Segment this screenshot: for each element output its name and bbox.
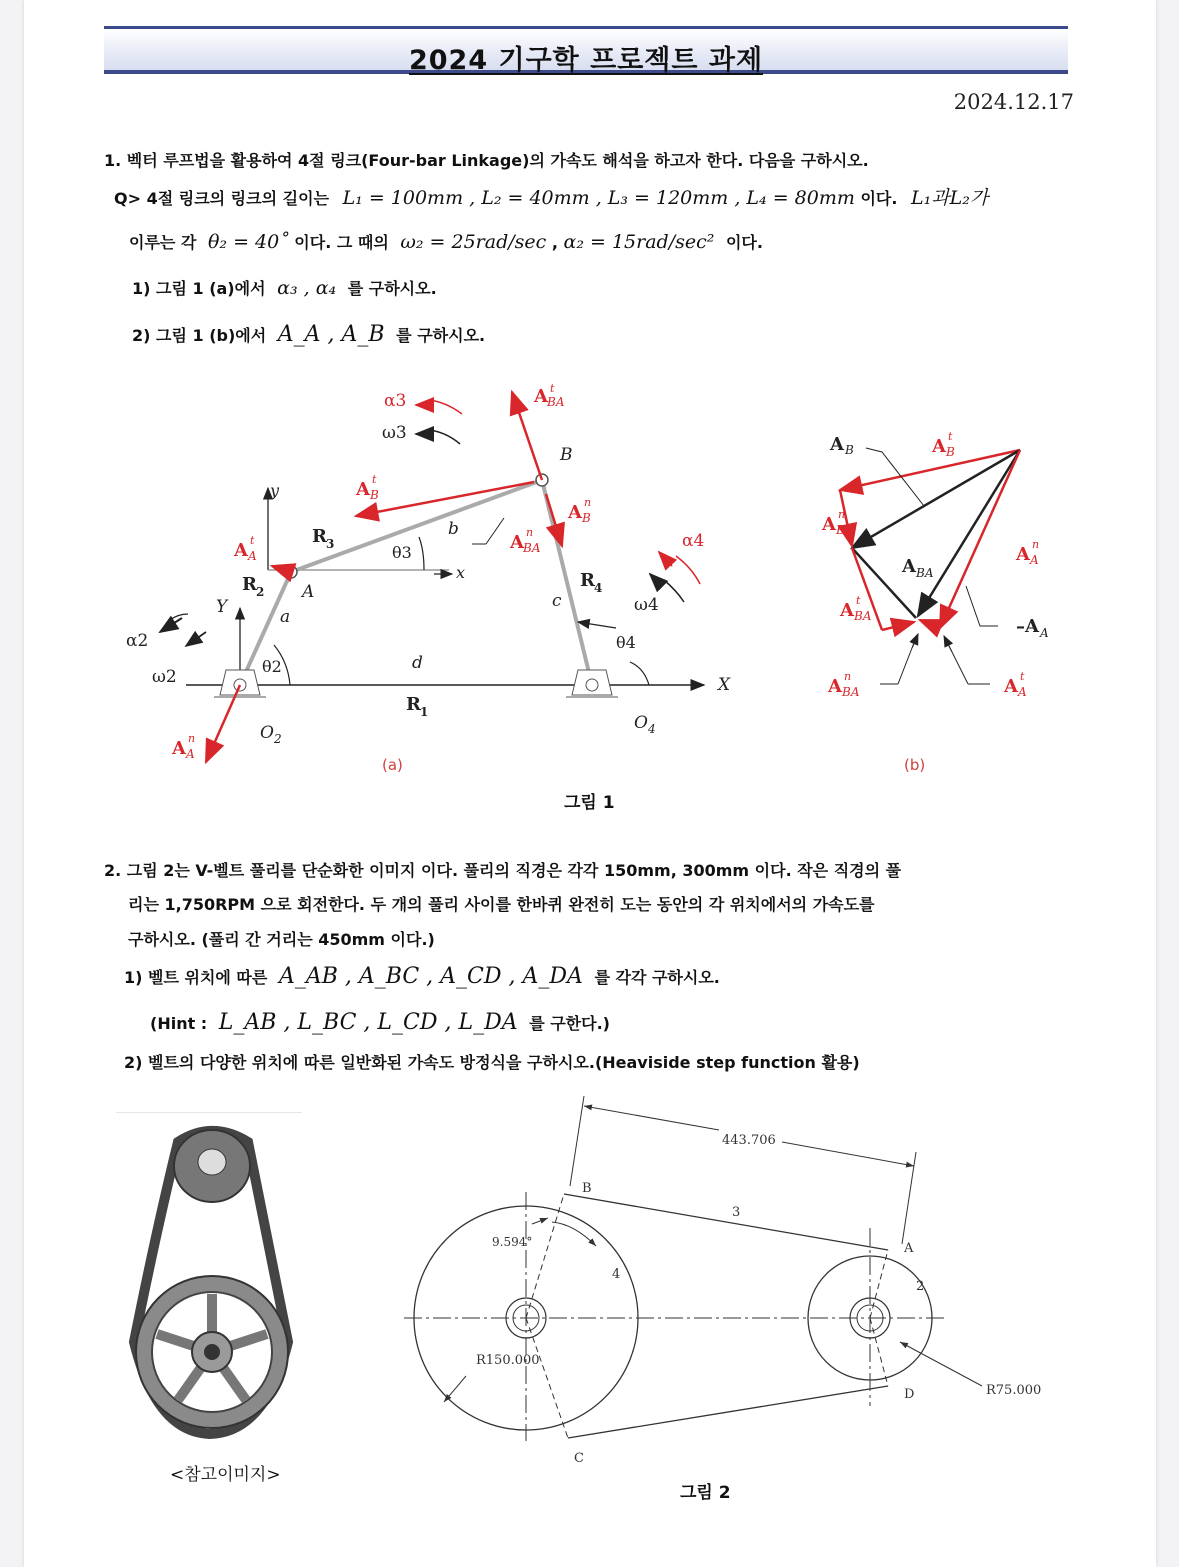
label-b-ABAn: A xyxy=(828,676,842,697)
leader-ABAn xyxy=(898,648,912,684)
svg-text:t: t xyxy=(372,473,377,486)
svg-text:t: t xyxy=(1020,670,1025,683)
label-b: b xyxy=(448,519,459,539)
label-R3: R xyxy=(312,526,327,547)
reference-image-caption: <참고이미지> xyxy=(170,1465,281,1485)
label-b-negAA: –A xyxy=(1016,616,1039,637)
svg-text:2: 2 xyxy=(274,732,282,746)
problem1-sub1: 1) 그림 1 (a)에서 α₃ , α₄ 를 구하시오. xyxy=(132,277,437,299)
label-AB-n: A xyxy=(568,502,582,523)
svg-text:A: A xyxy=(1040,626,1049,640)
subfigure-a-label: (a) xyxy=(382,756,403,774)
omega2-arrow xyxy=(186,632,206,646)
label-Y: Y xyxy=(216,597,228,617)
label-A: A xyxy=(302,582,315,602)
omega4-arc xyxy=(664,580,684,602)
subfigure-b-label: (b) xyxy=(904,756,926,774)
theta4-pointer xyxy=(578,622,616,628)
q-prefix: Q> 4절 링크의 링크의 길이는 xyxy=(114,189,329,208)
vector-AB-t xyxy=(356,482,534,516)
segment-2: 2 xyxy=(916,1279,925,1294)
line2-end: 이다. xyxy=(725,233,763,252)
label-d: d xyxy=(412,653,423,673)
alpha2-value: α₂ = 15rad/sec² xyxy=(563,231,715,253)
omega4-arrow xyxy=(650,574,662,586)
label-b-AAn: A xyxy=(1016,544,1030,565)
svg-text:BA: BA xyxy=(547,395,565,409)
problem1-question-line2: 이루는 각 θ₂ = 40˚ 이다. 그 때의 ω₂ = 25rad/sec , α₂ = 15rad/sec² 이다. xyxy=(129,231,763,253)
svg-text:BA: BA xyxy=(842,685,860,699)
label-X: X xyxy=(718,675,731,695)
svg-text:B: B xyxy=(370,488,379,502)
leader-negAA xyxy=(966,586,998,626)
figure1a-four-bar-diagram xyxy=(94,370,754,770)
svg-text:4: 4 xyxy=(648,722,656,736)
svg-text:t: t xyxy=(550,382,555,395)
vector-b-ABAn xyxy=(882,622,914,630)
label-O2: O xyxy=(260,723,274,743)
leader-ABAn-arrow xyxy=(912,634,918,648)
point-A: A xyxy=(904,1241,914,1256)
svg-text:2: 2 xyxy=(256,585,265,599)
label-x: x xyxy=(456,563,466,582)
line2-prefix: 이루는 각 xyxy=(129,233,197,252)
svg-text:t: t xyxy=(250,534,255,547)
svg-text:n: n xyxy=(584,496,592,509)
theta4-arc xyxy=(630,662,649,685)
figure1-caption: 그림 1 xyxy=(564,793,615,813)
svg-text:n: n xyxy=(526,526,534,539)
reference-pulley-image xyxy=(116,1112,306,1452)
radius-large: R150.000 xyxy=(476,1353,540,1368)
label-b-ABt: A xyxy=(932,436,946,457)
point-D: D xyxy=(904,1387,915,1402)
label-R2: R xyxy=(242,574,257,595)
problem2-sub1: 1) 벨트 위치에 따른 A_AB , A_BC , A_CD , A_DA 를 각각 구하시오. xyxy=(124,964,720,989)
problem2-sub2: 2) 벨트의 다양한 위치에 따른 일반화된 가속도 방정식을 구하시오.(Heaviside step function 활용) xyxy=(124,1053,860,1072)
svg-text:BA: BA xyxy=(854,609,872,623)
label-y: y xyxy=(270,481,280,500)
document-title: 2024 기구학 프로젝트 과제 xyxy=(408,45,764,76)
document-date: 2024.12.17 xyxy=(953,90,1074,114)
point-B: B xyxy=(582,1181,592,1196)
segment-3: 3 xyxy=(732,1205,741,1220)
vector-b-AAt xyxy=(920,620,940,628)
svg-text:n: n xyxy=(1032,538,1040,551)
label-R4: R xyxy=(580,570,595,591)
label-b-ABAt: A xyxy=(840,600,854,621)
label-AB-t: A xyxy=(356,479,370,500)
svg-text:B: B xyxy=(946,445,955,459)
svg-text:A: A xyxy=(1018,685,1027,699)
q-lengths: L₁ = 100mm , L₂ = 40mm , L₃ = 120mm , L₄ = 80mm xyxy=(342,187,855,209)
alpha4-arrow xyxy=(659,552,672,566)
alpha2-arrow xyxy=(160,618,182,632)
leader-AAt-arrow xyxy=(944,636,952,652)
label-b-AAt: A xyxy=(1004,676,1018,697)
svg-text:B: B xyxy=(845,443,854,457)
theta3-arc xyxy=(419,537,424,570)
svg-text:n: n xyxy=(838,508,846,521)
belt-lower-segment xyxy=(568,1386,888,1438)
link-b xyxy=(291,480,542,572)
problem1-heading: 1. 벡터 루프법을 활용하여 4절 링크(Four-bar Linkage)의 가속도 해석을 하고자 한다. 다음을 구하시오. xyxy=(104,151,869,170)
belt-upper-segment xyxy=(564,1194,888,1250)
sub2-math: A_A , A_B xyxy=(277,322,385,347)
label-alpha2: α2 xyxy=(126,631,149,651)
omega3-arc xyxy=(429,430,460,444)
label-AA-t: A xyxy=(234,540,248,561)
label-R1: R xyxy=(406,694,421,715)
ground-support-O2 xyxy=(214,670,266,697)
label-theta3: θ3 xyxy=(392,543,412,562)
problem1-question-line1 xyxy=(114,183,988,210)
svg-text:t: t xyxy=(948,430,953,443)
label-a: a xyxy=(280,607,291,627)
vector-b-negAA xyxy=(918,450,1020,616)
label-ABA-n: A xyxy=(510,532,524,553)
q-pair: L₁과L₂가 xyxy=(911,187,989,209)
figure1b-acceleration-polygon xyxy=(784,420,1084,710)
vector-b-ABt xyxy=(840,450,1020,490)
svg-text:B: B xyxy=(836,523,845,537)
sub1-math: α₃ , α₄ xyxy=(277,277,337,299)
label-theta4: θ4 xyxy=(616,633,636,652)
label-alpha3: α3 xyxy=(384,391,407,411)
svg-text:A: A xyxy=(1030,553,1039,567)
label-theta2: θ2 xyxy=(262,657,282,676)
label-O4: O xyxy=(634,713,648,733)
label-b-ABn: A xyxy=(822,514,836,535)
omega2-value: ω₂ = 25rad/sec xyxy=(400,231,547,253)
svg-text:A: A xyxy=(186,747,195,761)
angle-label: 9.594° xyxy=(492,1235,533,1249)
svg-text:B: B xyxy=(582,511,591,525)
alpha3-arc xyxy=(429,400,462,414)
point-C: C xyxy=(574,1451,584,1466)
problem2-line2: 리는 1,750RPM 으로 회전한다. 두 개의 풀리 사이를 한바퀴 완전히 도는 동안의 각 위치에서의 가속도를 xyxy=(128,895,875,914)
problem2-sub1-math: A_AB , A_BC , A_CD , A_DA xyxy=(278,964,583,989)
svg-text:n: n xyxy=(188,732,196,745)
svg-text:3: 3 xyxy=(326,537,335,551)
figure2-caption: 그림 2 xyxy=(680,1483,731,1503)
vector-AB-n xyxy=(546,494,562,546)
vector-b-AAn xyxy=(940,450,1020,628)
vector-b-AB xyxy=(852,450,1020,548)
problem2-line1: 2. 그림 2는 V-벨트 풀리를 단순화한 이미지 이다. 풀리의 직경은 각각 150mm, 300mm 이다. 작은 직경의 풀 xyxy=(104,861,902,880)
label-omega3: ω3 xyxy=(382,423,407,443)
theta2-value: θ₂ = 40˚ xyxy=(207,231,289,253)
svg-text:A: A xyxy=(248,549,257,563)
dim-center-distance: 443.706 xyxy=(722,1133,776,1148)
ABA-n-pointer xyxy=(486,518,504,544)
alpha4-arc xyxy=(676,556,700,584)
problem2-line3: 구하시오. (풀리 간 거리는 450mm 이다.) xyxy=(128,930,435,949)
figure2-belt-drawing xyxy=(404,1096,1044,1476)
label-alpha4: α4 xyxy=(682,531,705,551)
leader-AAt xyxy=(952,652,968,684)
problem1-sub2: 2) 그림 1 (b)에서 A_A , A_B 를 구하시오. xyxy=(132,322,486,347)
segment-4: 4 xyxy=(612,1267,621,1282)
svg-text:BA: BA xyxy=(523,541,541,555)
svg-text:4: 4 xyxy=(594,581,603,595)
q-is: 이다. xyxy=(860,189,898,208)
problem2-hint-math: L_AB , L_BC , L_CD , L_DA xyxy=(218,1010,518,1035)
label-B: B xyxy=(560,445,573,465)
radius-small: R75.000 xyxy=(986,1383,1042,1398)
label-omega4: ω4 xyxy=(634,595,659,615)
label-ABA-t: A xyxy=(534,386,548,407)
label-AA-n: A xyxy=(172,738,186,759)
label-c: c xyxy=(552,591,562,611)
label-omega2: ω2 xyxy=(152,667,177,687)
problem2-hint: (Hint : L_AB , L_BC , L_CD , L_DA 를 구한다.) xyxy=(150,1010,610,1035)
label-b-ABA: A xyxy=(902,556,916,577)
svg-text:n: n xyxy=(844,670,852,683)
svg-text:BA: BA xyxy=(916,566,934,580)
line2-mid: 이다. 그 때의 xyxy=(294,233,389,252)
svg-text:1: 1 xyxy=(420,705,429,719)
document-page xyxy=(24,0,1156,1567)
title-bar xyxy=(104,26,1068,74)
label-b-AB: A xyxy=(830,434,844,455)
ground-support-O4 xyxy=(566,670,618,697)
svg-text:t: t xyxy=(856,594,861,607)
